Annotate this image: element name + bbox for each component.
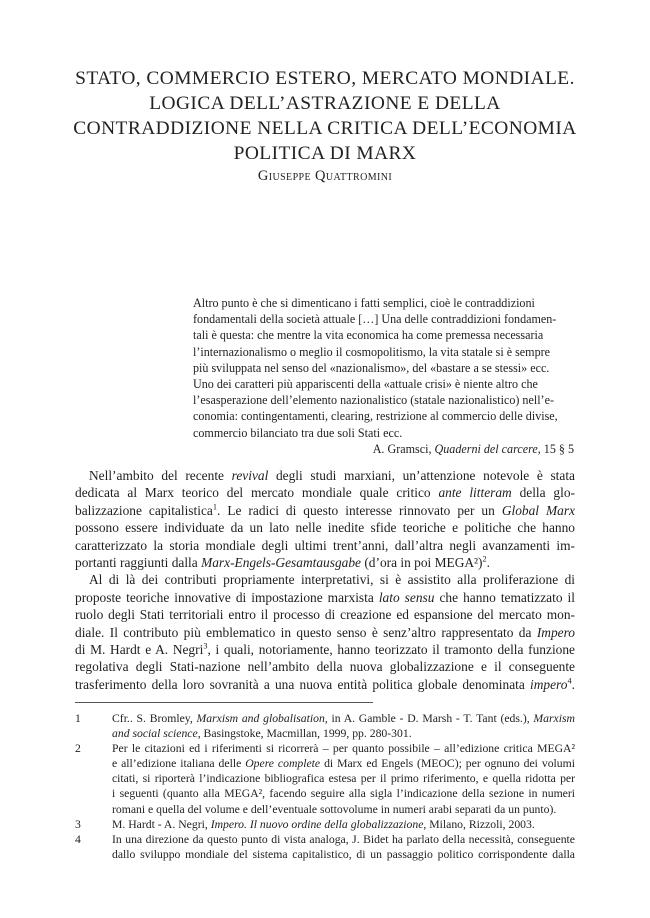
footnote-line: e all’edizione italiana delle Opere complete di Marx ed Engels (MEOC); per ognuno dei volumi [112, 757, 575, 771]
footnote-line: dallo sviluppo mondiale del sistema capitalistico, di un passaggio politico corrispondente dalla [112, 847, 575, 861]
author-name: Giuseppe Quattromini [257, 168, 393, 184]
footnote-separator [75, 702, 373, 703]
epigraph-line: l’esasperazione dell’elemento nazionalistico (statale nazionalistico) nell’e- [193, 393, 554, 408]
italic-term: Global Marx [501, 502, 575, 518]
footnote-line: In una direzione da questo punto di vista analoga, J. Bidet ha parlato della necessità, conseguente [112, 832, 575, 846]
body-line: proposte teoriche innovative di impostazione marxista lato sensu che hanno tematizzato il [75, 589, 575, 605]
italic-term: impero [530, 676, 568, 692]
body-text [75, 467, 575, 693]
epigraph-line: Uno dei caratteri più appariscenti della «attuale crisi» è niente altro che [193, 377, 538, 392]
footnote-ref[interactable]: 3 [203, 641, 208, 651]
epigraph-attribution [193, 441, 574, 457]
footnote-ref[interactable]: 4 [567, 676, 572, 686]
body-line: regolativa degli Stati-nazione nell’ambito della nuova globalizzazione e il conseguente [75, 659, 575, 675]
footnote-line: i seguenti (quanto alla MEGA², facendo seguire alla sigla l’indicazione della sezione in numeri [112, 787, 575, 801]
epigraph-line: Altro punto è che si dimenticano i fatti semplici, cioè le contraddizioni [193, 296, 535, 310]
footnote-line: and social science, Basingstoke, Macmillan, 1999, pp. 280-301. [112, 727, 412, 741]
footnote-line: romani e quella del volume e dell’eventuale sottovolume in numeri arabi separati da un punto). [112, 802, 557, 816]
attribution-work: Quaderni del carcere [434, 441, 538, 456]
body-line: caratterizzato la storia mondiale degli ultimi trent’anni, dall’altra negli avanzamenti im- [75, 537, 575, 553]
footnote [75, 741, 575, 816]
footnote-number: 2 [75, 742, 81, 756]
footnote-line: Per le citazioni ed i riferimenti si ricorrerà – per quanto possibile – all’edizione critica MEGA² [112, 742, 575, 756]
epigraph-line: più sviluppata nel senso del «nazionalismo», del «bastare a se stessi» ecc. [193, 360, 550, 375]
footnote-line: Cfr.. S. Bromley, Marxism and globalisation, in A. Gamble - D. Marsh - T. Tant (eds.), Marxism [112, 712, 575, 725]
body-line: dedicata al Marx teorico del mercato mondiale quale critico ante litteram della glo- [75, 485, 575, 501]
footnote-number: 1 [75, 712, 81, 725]
epigraph-line: conomia: contingentamenti, clearing, restrizione al commercio delle divise, [193, 409, 558, 424]
footnote-line: citati, si riporterà l’indicazione bibliografica estesa per il primo riferimento, e quella ridotta per [112, 772, 575, 786]
footnote [75, 832, 575, 862]
title-line: LOGICA DELL’ASTRAZIONE E DELLA [149, 93, 501, 114]
footnote [75, 817, 575, 832]
title-line: CONTRADDIZIONE NELLA CRITICA DELL’ECONOMIA [73, 118, 577, 139]
epigraph-line: fondamentali della società attuale […] Una delle contraddizioni fondamen- [193, 312, 557, 327]
body-line: ruolo degli Stati territoriali entro il processo di creazione ed espansione del mercato mon- [75, 607, 575, 623]
body-line: possono essere individuate da un lato nelle inedite sfide teoriche e politiche che hanno [75, 520, 575, 536]
epigraph-line: tali è questa: che mentre la vita economica ha come premessa necessaria [193, 328, 544, 343]
epigraph-line: l’internazionalismo o meglio il cosmopolitismo, la vita statale si è sempre [193, 344, 551, 359]
body-line: Al di là dei contributi propriamente interpretativi, si è assistito alla proliferazione di [89, 572, 575, 588]
body-line: diale. Il contributo più emblematico in questo senso è senz’altro rappresentato da Impero [75, 624, 575, 640]
footnote-ref[interactable]: 2 [482, 554, 487, 564]
footnote [75, 711, 575, 741]
body-line: trasferimento della loro sovranità a una nuova entità politica globale denominata impero$^4$. [75, 676, 575, 692]
italic-term: Impero [536, 624, 575, 640]
epigraph-line: commercio bilanciato tra due soli Stati ecc. [193, 425, 403, 440]
italic-term: ante litteram [438, 485, 512, 501]
body-line: portanti raggiunti dalla Marx-Engels-Gesamtausgabe (d’ora in poi MEGA²)$^2$. [75, 554, 491, 571]
article-title [60, 66, 590, 166]
body-line: Nell’ambito del recente revival degli studi marxiani, un’attenzione notevole è stata [89, 468, 575, 483]
footnote-number: 4 [75, 832, 81, 846]
italic-term: revival [231, 468, 269, 483]
body-line: balizzazione capitalistica$^1$. Le radici di questo interesse rinnovato per un Global Marx [75, 502, 575, 518]
title-line: POLITICA DI MARX [233, 143, 417, 164]
body-line: di M. Hardt e A. Negri$^3$, i quali, notoriamente, hanno teorizzato il tramonto della funzione [75, 641, 575, 658]
footnote-line: M. Hardt - A. Negri, Impero. Il nuovo ordine della globalizzazione, Milano, Rizzoli, 2003. [112, 817, 535, 831]
italic-term: Marx-Engels-Gesamtausgabe [201, 555, 361, 571]
epigraph [193, 295, 574, 457]
attribution-author: A. Gramsci, [372, 441, 435, 456]
attribution-ref: , 15 § 5 [537, 441, 574, 456]
title-line: STATO, COMMERCIO ESTERO, MERCATO MONDIALE. [75, 68, 575, 89]
footnotes [75, 711, 575, 862]
footnote-ref[interactable]: 1 [212, 502, 217, 512]
italic-term: lato sensu [378, 589, 435, 605]
footnote-number: 3 [75, 817, 81, 831]
